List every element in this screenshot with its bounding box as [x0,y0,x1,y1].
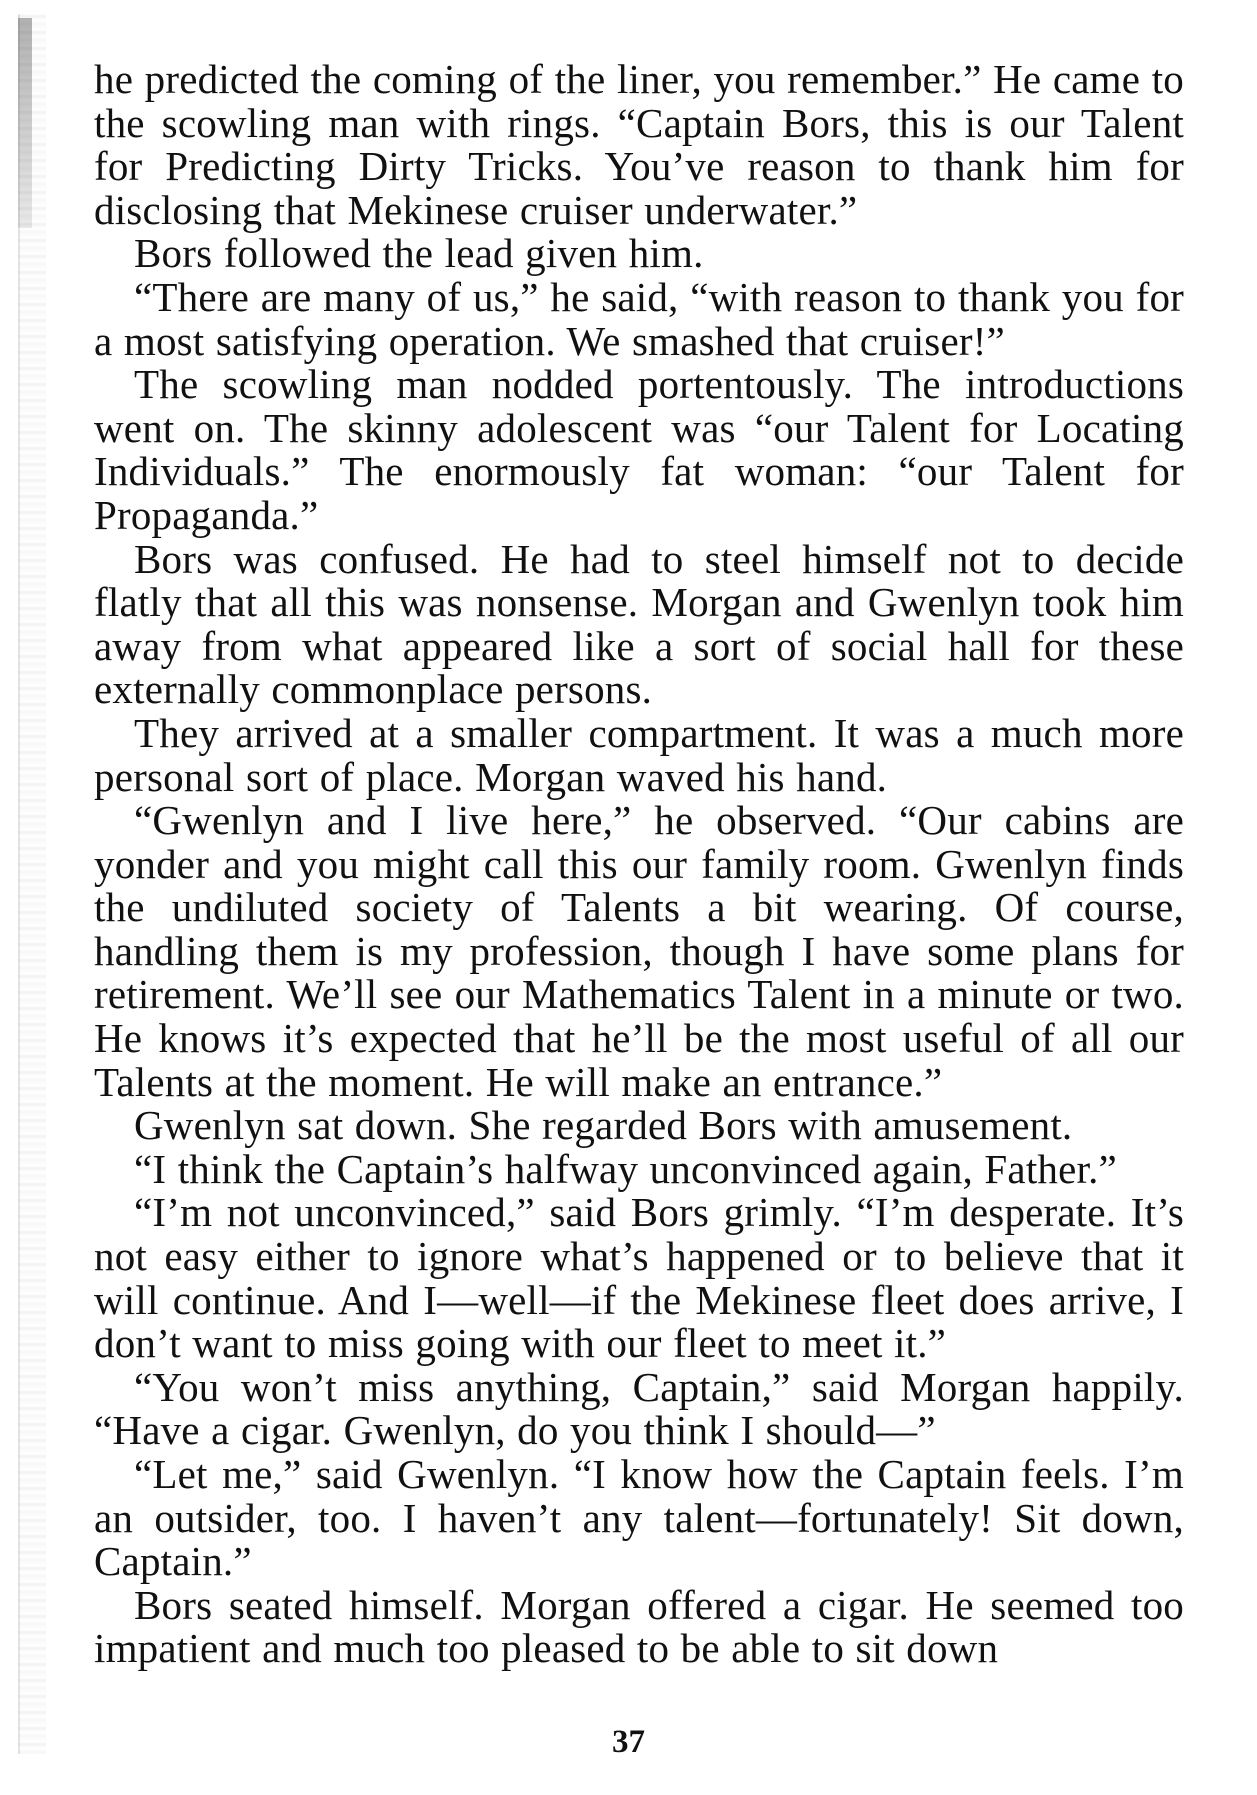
binding-gutter [18,14,46,1754]
paragraph: Bors was confused. He had to steel himself not to decide flatly that all this was nonsense. Morgan and Gwenlyn took him away from what appeared like a sort of social hall for these externally commonplace persons. [94,535,1184,713]
paragraph: “Gwenlyn and I live here,” he observed. “Our cabins are yonder and you might call this our family room. Gwenlyn finds the undiluted society of Talents a bit wearing. Of course, handling them is my profession, though I have some plans for retirement. We’ll see our Mathematics Talent in a minute or two. He knows it’s expected that he’ll be the most useful of all our Talents at the moment. He will make an entrance.” [94,797,1184,1105]
body-text [94,58,1184,1671]
paragraph: he predicted the coming of the liner, you remember.” He came to the scowling man with rings. “Captain Bors, this is our Talent for Predicting Dirty Tricks. You’ve reason to thank him for disclosing that Mekinese cruiser underwater.” [94,56,1184,233]
paragraph: “You won’t miss anything, Captain,” said Morgan happily. “Have a cigar. Gwenlyn, do you think I should—” [94,1363,1184,1454]
paragraph: They arrived at a smaller compartment. It was a much more personal sort of place. Morgan waved his hand. [94,709,1184,800]
scan-artifact [18,18,32,228]
paragraph: Bors seated himself. Morgan offered a cigar. He seemed too impatient and much too pleased to be able to sit down [94,1581,1184,1672]
paragraph: “I think the Captain’s halfway unconvinced again, Father.” [134,1145,1117,1192]
page-number: 37 [612,1724,645,1760]
paragraph: The scowling man nodded portentously. The introductions went on. The skinny adolescent was “our Talent for Locating Individuals.” The enormously fat woman: “our Talent for Propaganda.” [94,361,1184,538]
paragraph: “I’m not unconvinced,” said Bors grimly. “I’m desperate. It’s not easy either to ignore what’s happened or to believe that it will continue. And I—well—if the Mekinese fleet does arrive, I don’t want to miss going with our fleet to meet it.” [94,1189,1184,1367]
paragraph: Gwenlyn sat down. She regarded Bors with amusement. [134,1102,1073,1149]
paragraph: “There are many of us,” he said, “with reason to thank you for a most satisfying operation. We smashed that cruiser!” [94,273,1184,364]
paragraph: “Let me,” said Gwenlyn. “I know how the Captain feels. I’m an outsider, too. I haven’t any talent—fortunately! Sit down, Captain.” [94,1451,1184,1585]
paragraph: Bors followed the lead given him. [134,230,704,277]
